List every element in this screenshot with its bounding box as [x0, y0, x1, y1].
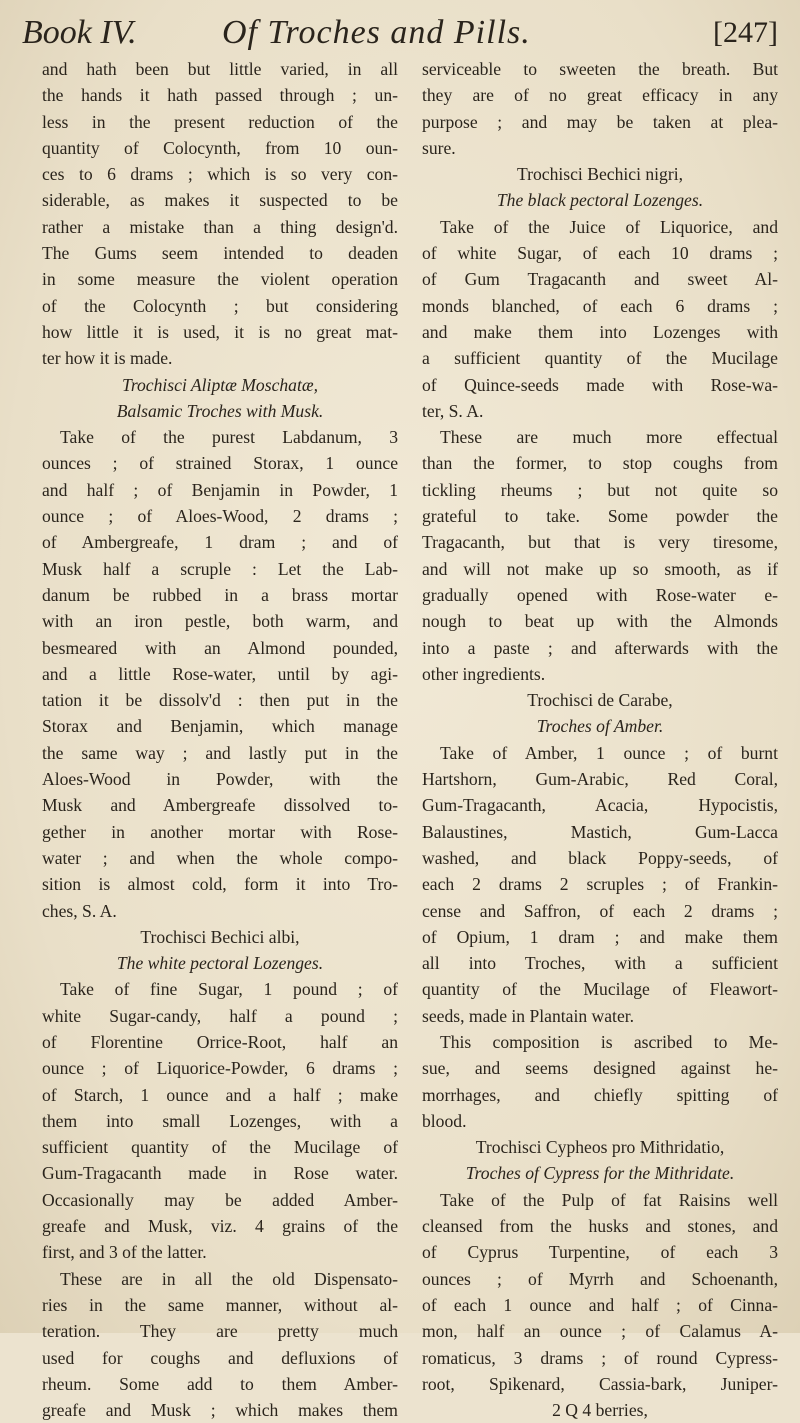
text-line: each 2 drams 2 scruples ; of Frankin-	[422, 874, 778, 895]
page-number: [247]	[713, 16, 778, 49]
text-line: the hands it hath passed through ; un-	[42, 85, 398, 106]
text-line: Trochisci de Carabe,	[527, 690, 673, 711]
text-line: and will not make up so smooth, as if	[422, 558, 778, 579]
book-number: Book IV.	[22, 14, 137, 51]
text-line: besmeared with an Almond pounded,	[42, 637, 398, 658]
text-line: These are in all the old Dispensato-	[60, 1268, 398, 1289]
text-line: ounce ; of Liquorice-Powder, 6 drams ;	[42, 1058, 398, 1079]
text-line: nough to beat up with the Almonds	[422, 611, 778, 632]
text-line: and a little Rose-water, until by agi-	[42, 663, 398, 684]
text-line: and hath been but little varied, in all	[42, 59, 398, 79]
text-line: of each 1 ounce and half ; of Cinna-	[422, 1294, 778, 1315]
text-line: siderable, as makes it suspected to be	[42, 190, 398, 211]
text-line: Trochisci Bechici nigri,	[517, 164, 683, 185]
text-line: morrhages, and chiefly spitting of	[422, 1084, 778, 1105]
text-line: Trochisci Bechici albi,	[140, 926, 300, 947]
text-line: seeds, made in Plantain water.	[422, 1005, 635, 1026]
text-line: Take of the Juice of Liquorice, and	[440, 216, 778, 237]
text-line: cense and Saffron, of each 2 drams ;	[422, 900, 778, 921]
text-line: greafe and Musk, viz. 4 grains of the	[42, 1216, 398, 1237]
right-column	[422, 56, 778, 1421]
text-line: Trochisci Aliptæ Moschatæ,	[122, 374, 318, 395]
text-line: gether in another mortar with Rose-	[42, 821, 398, 842]
text-line: used for coughs and defluxions of	[42, 1347, 398, 1368]
text-line: Gum-Tragacanth, Acacia, Hypocistis,	[422, 795, 778, 816]
text-line: purpose ; and may be taken at plea-	[422, 111, 778, 132]
text-line: all into Troches, with a sufficient	[422, 953, 778, 974]
text-line: and half ; of Benjamin in Powder, 1	[42, 479, 398, 500]
text-line: Take of fine Sugar, 1 pound ; of	[60, 979, 398, 1000]
text-line: quantity of the Mucilage of Fleawort-	[422, 979, 778, 1000]
text-line: of white Sugar, of each 10 drams ;	[422, 243, 778, 264]
text-line: This composition is ascribed to Me-	[440, 1031, 778, 1052]
text-line: Trochisci Cypheos pro Mithridatio,	[475, 1137, 725, 1158]
text-line: sition is almost cold, form it into Tro-	[42, 874, 398, 895]
text-line: quantity of Colocynth, from 10 oun-	[42, 137, 398, 158]
text-line: water ; and when the whole compo-	[42, 847, 398, 868]
text-line: sure.	[422, 137, 456, 158]
text-line: than the former, to stop coughs from	[422, 453, 778, 474]
text-line: ter, S. A.	[422, 400, 484, 421]
text-line: Aloes-Wood in Powder, with the	[42, 769, 398, 790]
text-line: Storax and Benjamin, which manage	[42, 716, 398, 737]
text-line: other ingredients.	[422, 663, 546, 684]
text-line: The white pectoral Lozenges.	[116, 953, 324, 974]
text-line: tickling rheums ; but not quite so	[422, 479, 778, 500]
text-line: first, and 3 of the latter.	[42, 1242, 207, 1263]
text-line: The black pectoral Lozenges.	[496, 190, 704, 211]
text-line: less in the present reduction of the	[42, 111, 398, 132]
text-line: Gum-Tragacanth made in Rose water.	[42, 1163, 398, 1184]
text-line: ries in the same manner, without al-	[42, 1294, 398, 1315]
text-line: monds blanched, of each 6 drams ;	[422, 295, 778, 316]
text-line: Take of the Pulp of fat Raisins well	[440, 1189, 778, 1210]
text-line: ounces ; of strained Storax, 1 ounce	[42, 453, 398, 474]
text-line: into a paste ; and afterwards with the	[422, 637, 778, 658]
text-line: rather a mistake than a thing design'd.	[42, 216, 398, 237]
text-line: of the Colocynth ; but considering	[42, 295, 398, 316]
text-line: washed, and black Poppy-seeds, of	[422, 847, 778, 868]
text-line: of Florentine Orrice-Root, half an	[42, 1031, 398, 1052]
text-line: Balaustines, Mastich, Gum-Lacca	[422, 821, 778, 842]
text-line: grateful to take. Some powder the	[422, 506, 778, 527]
text-line: how little it is used, it is no great mat-	[42, 321, 398, 342]
text-line: of Opium, 1 dram ; and make them	[422, 926, 778, 947]
text-line: the same way ; and lastly put in the	[42, 742, 398, 763]
text-line: sue, and seems designed against he-	[422, 1058, 778, 1079]
text-columns	[42, 56, 778, 1421]
text-line: Tragacanth, but that is very tiresome,	[422, 532, 778, 553]
text-line: Musk and Ambergreafe dissolved to-	[42, 795, 398, 816]
text-line: and make them into Lozenges with	[422, 321, 778, 342]
text-line: danum be rubbed in a brass mortar	[42, 584, 398, 605]
running-header	[22, 10, 778, 56]
text-line: mon, half an ounce ; of Calamus A-	[422, 1321, 778, 1342]
text-line: teration. They are pretty much	[42, 1321, 398, 1342]
text-line: they are of no great efficacy in any	[422, 85, 778, 106]
text-line: in some measure the violent operation	[42, 269, 398, 290]
text-line: Occasionally may be added Amber-	[42, 1189, 398, 1210]
text-line: Troches of Cypress for the Mithridate.	[465, 1163, 735, 1184]
text-line: Troches of Amber.	[536, 716, 664, 737]
text-line: Balsamic Troches with Musk.	[116, 400, 324, 421]
text-line: Hartshorn, Gum-Arabic, Red Coral,	[422, 769, 778, 790]
text-line: Take of the purest Labdanum, 3	[60, 427, 398, 448]
text-line: white Sugar-candy, half a pound ;	[42, 1005, 398, 1026]
left-column	[42, 56, 398, 1421]
text-line: ounces ; of Myrrh and Schoenanth,	[422, 1268, 778, 1289]
text-line: of Ambergreafe, 1 dram ; and of	[42, 532, 398, 553]
text-line: rheum. Some add to them Amber-	[42, 1373, 398, 1394]
text-line: with an iron pestle, both warm, and	[42, 611, 398, 632]
text-line: root, Spikenard, Cassia-bark, Juniper-	[422, 1373, 778, 1394]
text-line: sufficient quantity of the Mucilage of	[42, 1137, 398, 1158]
text-line: of Quince-seeds made with Rose-wa-	[422, 374, 778, 395]
text-line: ches, S. A.	[42, 900, 117, 921]
text-line: gradually opened with Rose-water e-	[422, 584, 778, 605]
text-line: tation it be dissolv'd : then put in the	[42, 690, 398, 711]
text-line: romaticus, 3 drams ; of round Cypress-	[422, 1347, 778, 1368]
text-line: Take of Amber, 1 ounce ; of burnt	[440, 742, 778, 763]
text-line: them into small Lozenges, with a	[42, 1110, 398, 1131]
text-line: These are much more effectual	[440, 427, 778, 448]
text-line: greafe and Musk ; which makes them	[42, 1400, 398, 1421]
text-line: of Cyprus Turpentine, of each 3	[422, 1242, 778, 1263]
text-line: ces to 6 drams ; which is so very con-	[42, 164, 398, 185]
text-line: ter how it is made.	[42, 348, 173, 369]
text-line: blood.	[422, 1110, 467, 1131]
text-line: Musk half a scruple : Let the Lab-	[42, 558, 398, 579]
text-line: a sufficient quantity of the Mucilage	[422, 348, 778, 369]
text-line: of Starch, 1 ounce and a half ; make	[42, 1084, 398, 1105]
text-line: ounce ; of Aloes-Wood, 2 drams ;	[42, 506, 398, 527]
text-line: cleansed from the husks and stones, and	[422, 1216, 778, 1237]
text-line: The Gums seem intended to deaden	[42, 243, 398, 264]
chapter-title: Of Troches and Pills.	[222, 14, 531, 51]
text-line: serviceable to sweeten the breath. But	[422, 59, 778, 79]
text-line: 2 Q 4 berries,	[552, 1400, 648, 1421]
text-line: of Gum Tragacanth and sweet Al-	[422, 269, 778, 290]
